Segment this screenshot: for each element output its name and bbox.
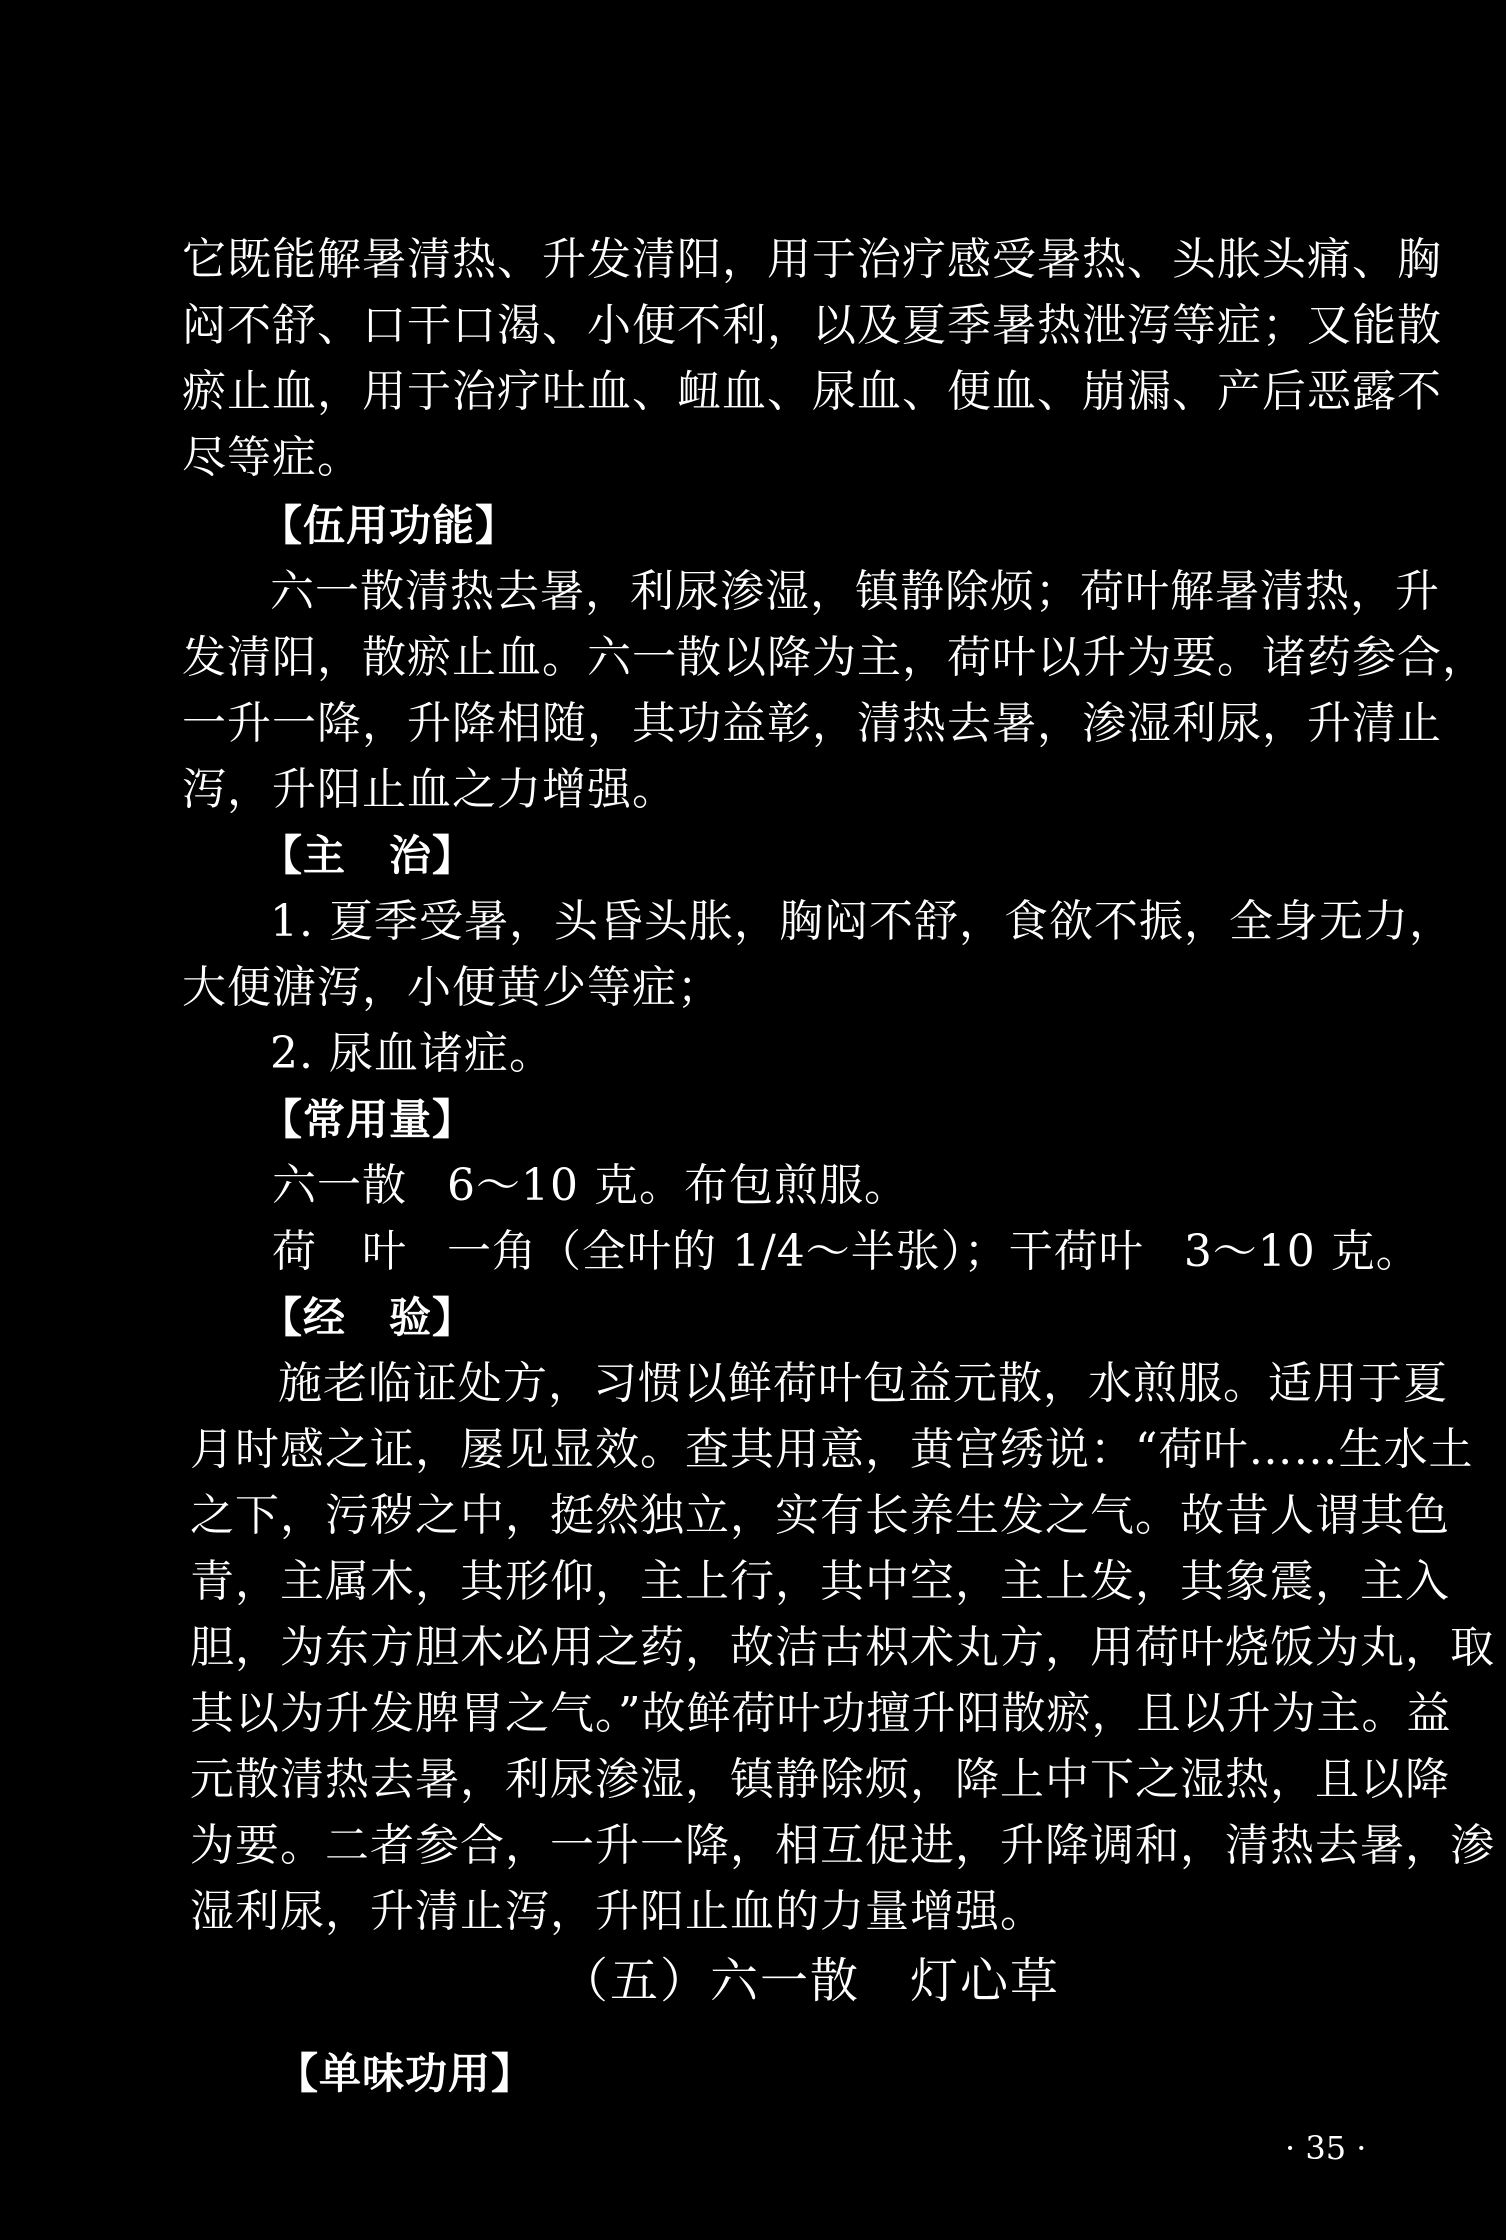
dose-text: 一角（全叶的 1/4～半张）；干荷叶 — [447, 1226, 1144, 1277]
text-line: 大便溏泻，小便黄少等症； — [182, 962, 722, 1013]
section-heading: 【伍用功能】 — [260, 501, 519, 550]
text-line: 月时感之证，屡见显效。查其用意，黄宫绣说：“荷叶……生水土 — [190, 1424, 1474, 1475]
section-heading: 【经 验】 — [260, 1293, 476, 1342]
section-heading: 【常用量】 — [260, 1095, 476, 1144]
dose-line — [272, 1220, 1421, 1284]
section-title: （五）六一散 灯心草 — [560, 1953, 1061, 2009]
text-line: 为要。二者参合，一升一降，相互促进，升降调和，清热去暑，渗 — [190, 1820, 1495, 1871]
dose-text-2: 3～10 克。 — [1183, 1226, 1421, 1277]
text-line: 青，主属木，其形仰，主上行，其中空，主上发，其象震，主入 — [190, 1556, 1450, 1607]
section-heading: 【单味功用】 — [276, 2049, 535, 2098]
page-number: · 35 · — [1285, 2129, 1367, 2167]
text-line: 之下，污秽之中，挺然独立，实有长养生发之气。故昔人谓其色 — [190, 1490, 1450, 1541]
text-line: 1. 夏季受暑，头昏头胀，胸闷不舒，食欲不振，全身无力， — [270, 896, 1454, 947]
text-line: 其以为升发脾胃之气。”故鲜荷叶功擅升阳散瘀，且以升为主。益 — [190, 1688, 1452, 1739]
text-line: 瘀止血，用于治疗吐血、衄血、尿血、便血、崩漏、产后恶露不 — [182, 366, 1442, 417]
section-heading: 【主 治】 — [260, 831, 476, 880]
text-line: 一升一降，升降相随，其功益彰，清热去暑，渗湿利尿，升清止 — [182, 698, 1442, 749]
dose-name: 荷 叶 — [272, 1226, 407, 1277]
dose-line — [272, 1154, 909, 1218]
dose-text: 6～10 克。布包煎服。 — [447, 1160, 909, 1211]
text-line: 发清阳，散瘀止血。六一散以降为主，荷叶以升为要。诸药参合， — [182, 632, 1487, 683]
text-line: 2. 尿血诸症。 — [270, 1028, 554, 1079]
text-line: 湿利尿，升清止泻，升阳止血的力量增强。 — [190, 1886, 1045, 1937]
text-line: 胆，为东方胆木必用之药，故洁古枳术丸方，用荷叶烧饭为丸，取 — [190, 1622, 1495, 1673]
dose-name: 六一散 — [272, 1160, 407, 1211]
text-line: 闷不舒、口干口渴、小便不利，以及夏季暑热泄泻等症；又能散 — [182, 300, 1442, 351]
text-line: 尽等症。 — [182, 432, 362, 483]
text-line: 元散清热去暑，利尿渗湿，镇静除烦，降上中下之湿热，且以降 — [190, 1754, 1450, 1805]
text-line: 六一散清热去暑，利尿渗湿，镇静除烦；荷叶解暑清热，升 — [270, 566, 1440, 617]
text-line: 泻，升阳止血之力增强。 — [182, 764, 677, 815]
text-line: 施老临证处方，习惯以鲜荷叶包益元散，水煎服。适用于夏 — [278, 1358, 1448, 1409]
text-line: 它既能解暑清热、升发清阳，用于治疗感受暑热、头胀头痛、胸 — [182, 234, 1442, 285]
